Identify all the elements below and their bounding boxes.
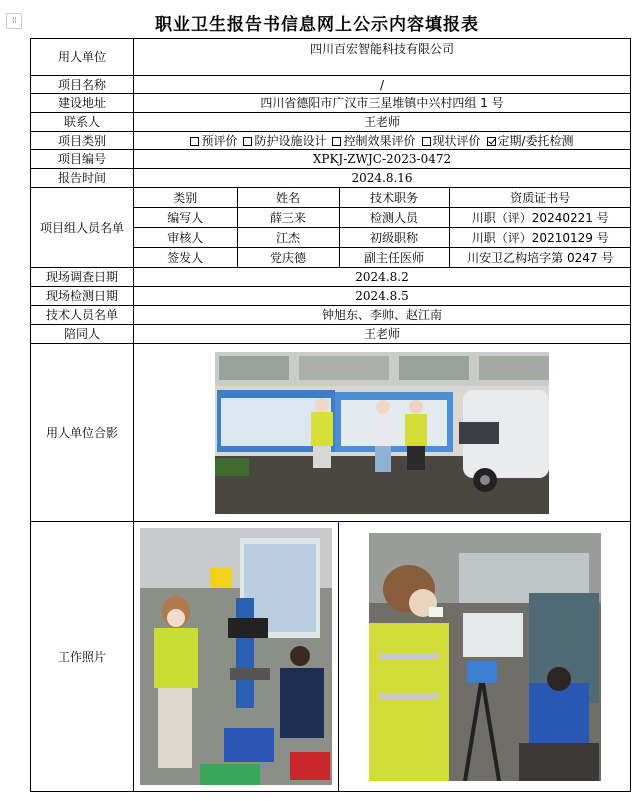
address-label: 建设地址 [31,94,134,113]
work-photo-1 [140,528,332,785]
category-option-label: 控制效果评价 [343,133,416,148]
work-photo-2 [369,533,601,781]
category-option-status-eval[interactable] [422,134,481,148]
test-date-label: 现场检测日期 [31,287,134,306]
group-photo-label: 用人单位合影 [31,344,134,522]
escort-value: 王老师 [134,325,631,344]
team-row [134,248,631,268]
team-cell-name: 党庆德 [237,248,339,268]
group-photo [215,352,549,514]
work-photos-label: 工作照片 [31,522,134,792]
address-value: 四川省德阳市广汉市三星堆镇中兴村四组 1 号 [134,94,631,113]
team-cell-title: 初级职称 [339,228,449,248]
technicians-label: 技术人员名单 [31,306,134,325]
category-options [134,132,631,150]
checkbox-icon[interactable] [190,137,199,146]
category-option-label: 防护设施设计 [254,133,327,148]
grid-icon[interactable]: ⁞⁞ [6,13,22,29]
project-name-label: 项目名称 [31,76,134,94]
team-table [134,188,631,267]
project-no-value: XPKJ-ZWJC-2023-0472 [134,150,631,169]
team-header-row [134,188,631,208]
team-cell-role: 审核人 [134,228,237,248]
team-cell-cert: 川职（评）20210129 号 [449,228,631,248]
checkbox-icon[interactable] [243,137,252,146]
team-label: 项目组人员名单 [31,188,134,268]
team-cell-title: 检测人员 [339,208,449,228]
report-date-label: 报告时间 [31,169,134,188]
team-header: 类别 [134,188,237,208]
employer-value: 四川百宏智能科技有限公司 [134,39,631,76]
page-title: 职业卫生报告书信息网上公示内容填报表 [155,15,479,35]
team-cell-title: 副主任医师 [339,248,449,268]
escort-label: 陪同人 [31,325,134,344]
test-date-value: 2024.8.5 [134,287,631,306]
info-form-table [30,38,631,792]
checkbox-icon[interactable] [332,137,341,146]
team-cell-role: 编写人 [134,208,237,228]
category-option-label: 预评价 [201,133,238,148]
category-option-control-eval[interactable] [332,134,415,148]
team-cell-role: 签发人 [134,248,237,268]
team-cell-name: 薛三来 [237,208,339,228]
team-cell-name: 江杰 [237,228,339,248]
work-photo-cell-2 [339,522,631,792]
team-header: 资质证书号 [449,188,631,208]
category-option-periodic-test[interactable] [487,134,574,148]
category-option-label: 定期/委托检测 [497,133,574,148]
team-row [134,228,631,248]
contact-label: 联系人 [31,113,134,132]
report-date-value: 2024.8.16 [134,169,631,188]
group-photo-cell [134,344,631,522]
team-cell-cert: 川职（评）20240221 号 [449,208,631,228]
checkbox-icon[interactable] [422,137,431,146]
project-no-label: 项目编号 [31,150,134,169]
team-cell [134,188,631,268]
survey-date-value: 2024.8.2 [134,268,631,287]
team-cell-cert: 川安卫乙构培字第 0247 号 [467,250,614,265]
contact-value: 王老师 [134,113,631,132]
checkbox-checked-icon[interactable] [487,137,496,146]
category-option-pre-eval[interactable] [190,134,237,148]
survey-date-label: 现场调查日期 [31,268,134,287]
project-name-value: / [134,76,631,94]
team-header: 技术职务 [339,188,449,208]
employer-label: 用人单位 [31,39,134,76]
category-option-label: 现状评价 [432,133,481,148]
work-photo-cell-1 [134,522,339,792]
category-label: 项目类别 [31,132,134,150]
technicians-value: 钟旭东、李帅、赵江南 [134,306,631,325]
team-row [134,208,631,228]
team-header: 姓名 [237,188,339,208]
category-option-protection-design[interactable] [243,134,326,148]
